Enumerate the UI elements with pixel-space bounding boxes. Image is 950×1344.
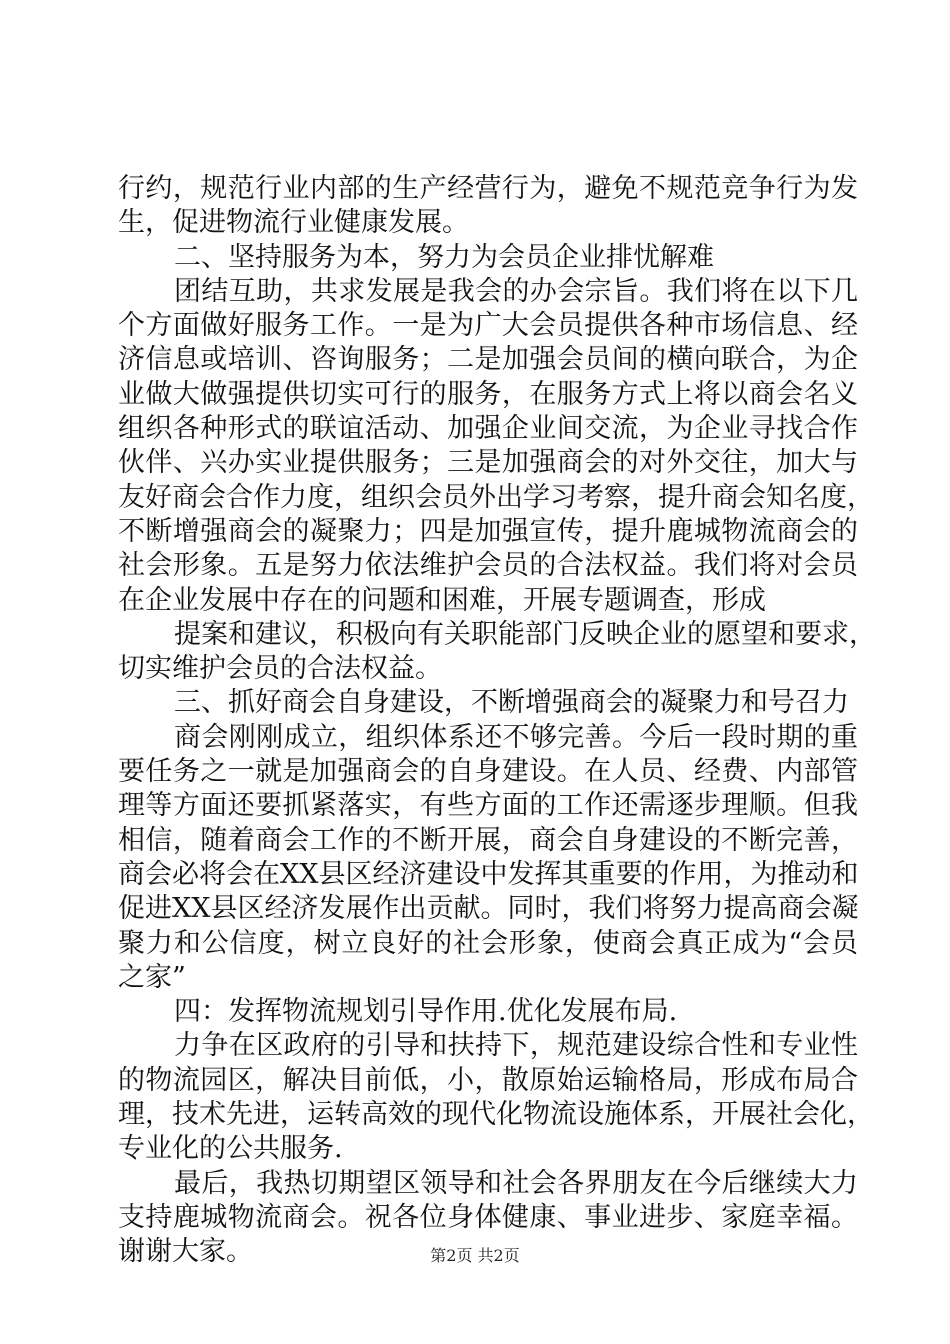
text-line: 谢谢大家。 [118, 1236, 253, 1268]
text-line: 伙伴、兴办实业提供服务；三是加强商会的对外交往，加大与 [118, 447, 858, 479]
text-line: 聚力和公信度，树立良好的社会形象，使商会真正成为“会员 [118, 927, 858, 959]
text-line: 友好商会合作力度，组织会员外出学习考察，提升商会知名度， [118, 481, 874, 513]
text-line: 理，技术先进，运转高效的现代化物流设施体系，开展社会化， [118, 1099, 874, 1131]
text-line: 业做大做强提供切实可行的服务，在服务方式上将以商会名义 [118, 378, 858, 410]
text-line: 商会必将会在XX县区经济建设中发挥其重要的作用，为推动和 [118, 858, 859, 890]
text-line: 社会形象。五是努力依法维护会员的合法权益。我们将对会员 [118, 550, 858, 582]
section-heading: 四：发挥物流规划引导作用.优化发展布局. [174, 996, 678, 1028]
text-line: 的物流园区，解决目前低，小，散原始运输格局，形成布局合 [118, 1064, 858, 1096]
text-line: 商会刚刚成立，组织体系还不够完善。今后一段时期的重 [174, 721, 858, 753]
text-line: 要任务之一就是加强商会的自身建设。在人员、经费、内部管 [118, 756, 858, 788]
text-line: 切实维护会员的合法权益。 [118, 653, 442, 685]
text-line: 行约，规范行业内部的生产经营行为，避免不规范竞争行为发 [118, 173, 858, 204]
text-line: 团结互助，共求发展是我会的办会宗旨。我们将在以下几 [174, 275, 858, 307]
page-number-footer: 第2页 共2页 [430, 1246, 520, 1265]
section-heading: 二、坚持服务为本，努力为会员企业排忧解难 [174, 241, 714, 273]
text-line: 组织各种形式的联谊活动、加强企业间交流，为企业寻找合作 [118, 413, 858, 445]
text-line: 在企业发展中存在的问题和困难，开展专题调查，形成 [118, 584, 766, 616]
text-line: 力争在区政府的引导和扶持下，规范建设综合性和专业性 [174, 1030, 858, 1062]
text-line: 理等方面还要抓紧落实，有些方面的工作还需逐步理顺。但我 [118, 790, 858, 822]
text-line: 济信息或培训、咨询服务；二是加强会员间的横向联合，为企 [118, 344, 858, 376]
text-line: 促进XX县区经济发展作出贡献。同时，我们将努力提高商会凝 [118, 893, 859, 925]
text-line: 支持鹿城物流商会。祝各位身体健康、事业进步、家庭幸福。 [118, 1201, 858, 1233]
text-line: 专业化的公共服务. [118, 1133, 343, 1165]
text-line: 生，促进物流行业健康发展。 [118, 207, 469, 239]
text-line: 提案和建议，积极向有关职能部门反映企业的愿望和要求， [174, 618, 876, 650]
document-body [118, 172, 876, 1270]
section-heading: 三、抓好商会自身建设，不断增强商会的凝聚力和号召力 [174, 687, 849, 719]
text-line: 不断增强商会的凝聚力；四是加强宣传，提升鹿城物流商会的 [118, 515, 858, 547]
text-line: 之家” [118, 961, 186, 993]
text-line: 个方面做好服务工作。一是为广大会员提供各种市场信息、经 [118, 310, 858, 342]
text-line: 最后，我热切期望区领导和社会各界朋友在今后继续大力 [174, 1167, 858, 1199]
text-line: 相信，随着商会工作的不断开展，商会自身建设的不断完善， [118, 824, 858, 856]
